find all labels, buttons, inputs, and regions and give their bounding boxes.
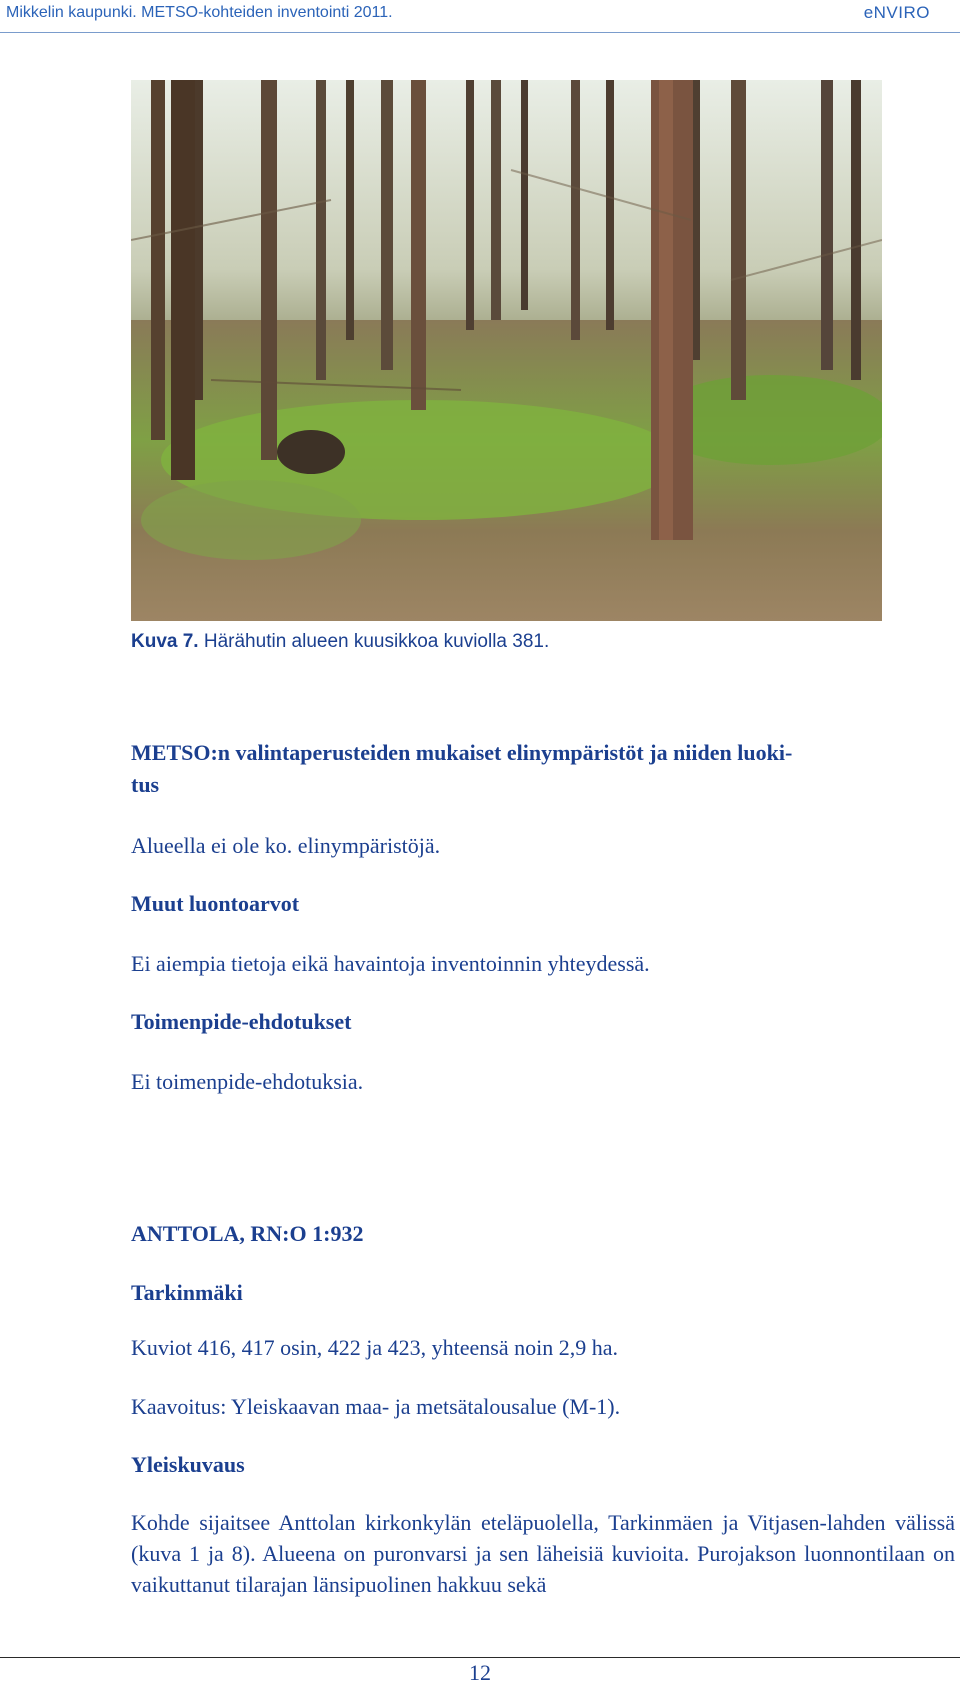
header-divider	[0, 32, 960, 33]
enviro-logo: eNVIRO	[863, 3, 930, 22]
header-title: Mikkelin kaupunki. METSO-kohteiden inventointi 2011.	[6, 4, 393, 21]
yleiskuvaus-heading: Yleiskuvaus	[131, 1452, 245, 1477]
kaavoitus-text: Kaavoitus: Yleiskaavan maa- ja metsätalousalue (M-1).	[131, 1394, 621, 1419]
muut-heading: Muut luontoarvot	[131, 891, 300, 916]
muut-text: Ei aiempia tietoja eikä havaintoja inventoinnin yhteydessä.	[131, 951, 650, 976]
figure-label: Kuva 7.	[131, 631, 199, 652]
metso-heading-line2: tus	[131, 772, 160, 797]
toimenpide-text: Ei toimenpide-ehdotuksia.	[131, 1069, 364, 1094]
page-number: 12	[469, 1660, 491, 1685]
toimenpide-heading: Toimenpide-ehdotukset	[131, 1009, 352, 1034]
footer-divider	[0, 1657, 960, 1658]
site-name: Tarkinmäki	[131, 1280, 243, 1305]
site-heading: ANTTOLA, RN:O 1:932	[131, 1221, 364, 1246]
kuviot-text: Kuviot 416, 417 osin, 422 ja 423, yhteensä noin 2,9 ha.	[131, 1335, 619, 1360]
figure-caption	[131, 631, 549, 653]
yleiskuvaus-text: Kohde sijaitsee Anttolan kirkonkylän eteläpuolella, Tarkinmäen ja Vitjasen-lahden välissä (kuva 1 ja 8). Alueena on puronvarsi ja sen läheisiä kuvioita. Purojakson luonnontilaan on vaikuttanut tilarajan länsipuolinen hakkuu sekä	[131, 1510, 955, 1597]
metso-heading-line1: METSO:n valintaperusteiden mukaiset elinympäristöt ja niiden luoki-	[131, 740, 793, 765]
metso-text: Alueella ei ole ko. elinympäristöjä.	[131, 833, 441, 858]
forest-photo	[131, 80, 882, 621]
figure-caption-text: Härähutin alueen kuusikkoa kuviolla 381.	[198, 631, 550, 652]
